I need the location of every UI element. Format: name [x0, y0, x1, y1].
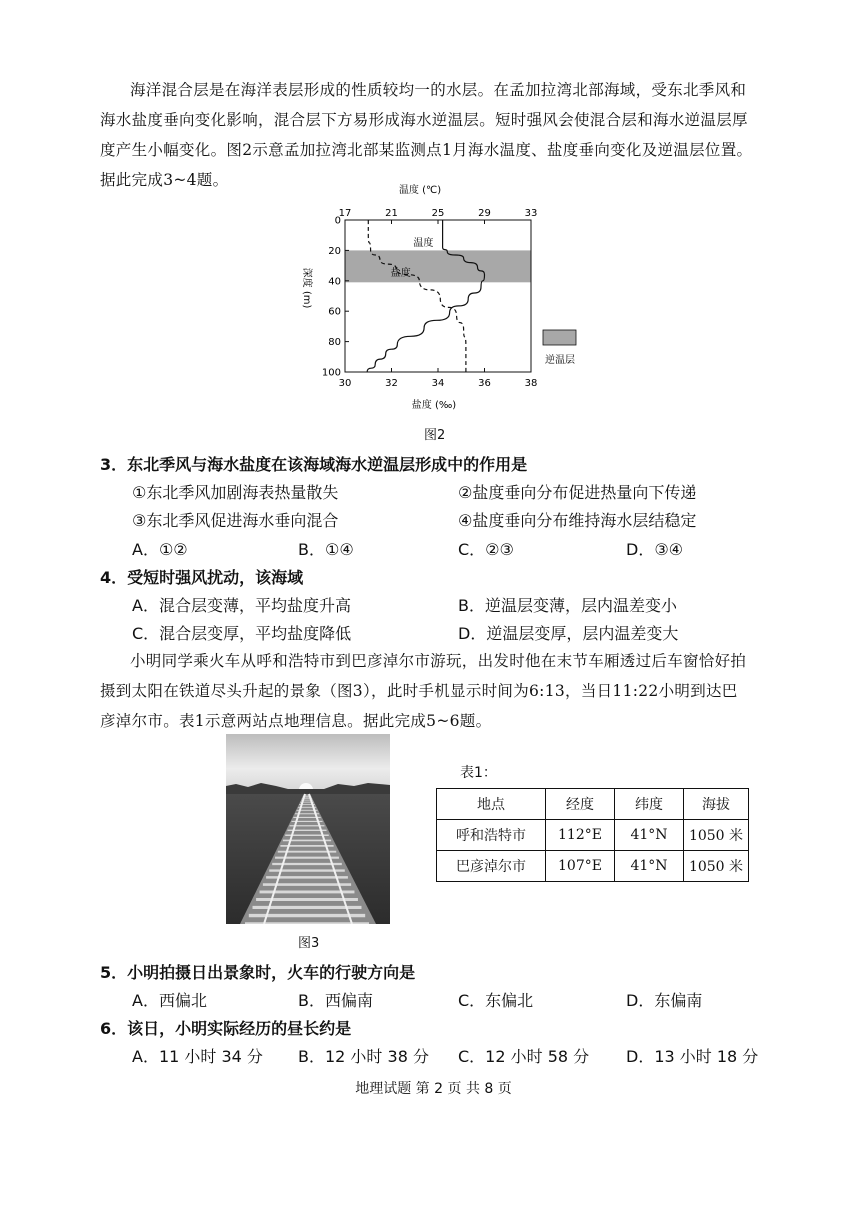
- q3-item-2: ②盐度垂向分布促进热量向下传递: [458, 483, 697, 502]
- bottom-tick-label: 38: [524, 378, 538, 389]
- q3-item-1: ①东北季风加剧海表热量散失: [132, 483, 339, 502]
- q6-choice-c[interactable]: C．12 小时 58 分: [458, 1047, 590, 1066]
- intro-paragraph-1: [100, 75, 780, 195]
- q3-item-3: ③东北季风促进海水垂向混合: [132, 511, 339, 530]
- q6-choice-a[interactable]: A．11 小时 34 分: [132, 1047, 263, 1066]
- q3-choice-d[interactable]: D．③④: [626, 540, 684, 559]
- figure-2-caption: 图2: [424, 428, 446, 443]
- table-cell: 112°E: [546, 820, 615, 851]
- y-tick-label: 0: [334, 215, 341, 227]
- table-row: [437, 820, 749, 851]
- table-cell: 41°N: [615, 820, 684, 851]
- q5-choice-a[interactable]: A．西偏北: [132, 991, 207, 1010]
- top-tick-label: 25: [431, 208, 445, 219]
- plot-frame: [345, 220, 531, 372]
- bottom-tick-label: 30: [338, 378, 352, 389]
- y-axis-label: 深度 (m): [301, 267, 312, 309]
- figure-3-caption: 图3: [298, 936, 320, 951]
- intro-paragraph-2: [100, 646, 780, 736]
- table-cell: 呼和浩特市: [437, 820, 546, 851]
- table-header-cell: 地点: [437, 789, 546, 820]
- q5-choice-d[interactable]: D．东偏南: [626, 991, 703, 1010]
- intro2-line: 彦淖尔市。表1示意两站点地理信息。据此完成5~6题。: [100, 712, 492, 730]
- table-1-title: 表1：: [460, 765, 497, 781]
- q3-choice-b[interactable]: B．①④: [298, 540, 354, 559]
- question-3-stem: 3．东北季风与海水盐度在该海域海水逆温层形成中的作用是: [100, 455, 528, 474]
- q6-choice-d[interactable]: D．13 小时 18 分: [626, 1047, 759, 1066]
- legend-label: 逆温层: [545, 355, 575, 366]
- table-1: [436, 788, 749, 882]
- figure-2-chart: [290, 178, 620, 418]
- top-axis-label: 温度 (℃): [398, 185, 442, 196]
- temperature-curve-label: 温度: [413, 237, 434, 249]
- intro2-line: 小明同学乘火车从呼和浩特市到巴彦淖尔市游玩，出发时他在末节车厢透过后车窗恰好拍: [130, 652, 747, 670]
- q4-choice-b[interactable]: B．逆温层变薄，层内温差变小: [458, 596, 677, 615]
- q3-choice-a[interactable]: A．①②: [132, 540, 188, 559]
- intro1-line: 据此完成3~4题。: [100, 171, 229, 189]
- intro1-line: 海洋混合层是在海洋表层形成的性质较均一的水层。在孟加拉湾北部海域，受东北季风和: [130, 81, 747, 99]
- bottom-tick-label: 32: [385, 378, 398, 389]
- y-tick-label: 20: [328, 245, 341, 257]
- intro1-line: 度产生小幅变化。图2示意孟加拉湾北部某监测点1月海水温度、盐度垂向变化及逆温层位置。: [100, 141, 753, 159]
- q4-choice-c[interactable]: C．混合层变厚，平均盐度降低: [132, 624, 352, 643]
- page-footer: 地理试题 第 2 页 共 8 页: [355, 1081, 512, 1097]
- bottom-tick-label: 36: [478, 378, 491, 389]
- table-row: [437, 851, 749, 882]
- railway-sunrise-photo: [226, 734, 390, 924]
- top-tick-label: 29: [478, 208, 491, 219]
- table-cell: 41°N: [615, 851, 684, 882]
- table-cell: 107°E: [546, 851, 615, 882]
- table-header-row: [437, 789, 749, 820]
- legend-swatch: [543, 330, 576, 345]
- q4-choice-a[interactable]: A．混合层变薄，平均盐度升高: [132, 596, 351, 615]
- intro2-line: 摄到太阳在铁道尽头升起的景象（图3），此时手机显示时间为6:13，当日11:22小明到达巴: [100, 682, 738, 700]
- q4-choice-d[interactable]: D．逆温层变厚，层内温差变大: [458, 624, 679, 643]
- q5-choice-b[interactable]: B．西偏南: [298, 991, 373, 1010]
- q3-item-4: ④盐度垂向分布维持海水层结稳定: [458, 511, 697, 530]
- y-tick-label: 100: [321, 367, 341, 379]
- q6-choice-b[interactable]: B．12 小时 38 分: [298, 1047, 429, 1066]
- table-header-cell: 纬度: [615, 789, 684, 820]
- question-6-stem: 6．该日，小明实际经历的昼长约是: [100, 1019, 352, 1038]
- question-4-stem: 4．受短时强风扰动，该海域: [100, 568, 304, 587]
- q3-choice-c[interactable]: C．②③: [458, 540, 514, 559]
- top-tick-label: 21: [385, 208, 398, 219]
- question-5-stem: 5．小明拍摄日出景象时，火车的行驶方向是: [100, 963, 416, 982]
- intro1-line: 海水盐度垂向变化影响，混合层下方易形成海水逆温层。短时强风会使混合层和海水逆温层厚: [100, 111, 748, 129]
- salinity-curve-label: 盐度: [390, 268, 411, 280]
- table-cell: 1050 米: [684, 851, 749, 882]
- table-header-cell: 海拔: [684, 789, 749, 820]
- bottom-tick-label: 34: [431, 378, 445, 389]
- railway-illustration: [226, 734, 390, 924]
- table-header-cell: 经度: [546, 789, 615, 820]
- top-tick-label: 17: [338, 208, 352, 219]
- table-cell: 巴彦淖尔市: [437, 851, 546, 882]
- table-cell: 1050 米: [684, 820, 749, 851]
- y-tick-label: 60: [328, 306, 341, 318]
- y-tick-label: 80: [328, 337, 341, 349]
- bottom-axis-label: 盐度 (‰): [411, 400, 457, 411]
- q5-choice-c[interactable]: C．东偏北: [458, 991, 534, 1010]
- top-tick-label: 33: [524, 208, 538, 219]
- y-tick-label: 40: [328, 276, 341, 288]
